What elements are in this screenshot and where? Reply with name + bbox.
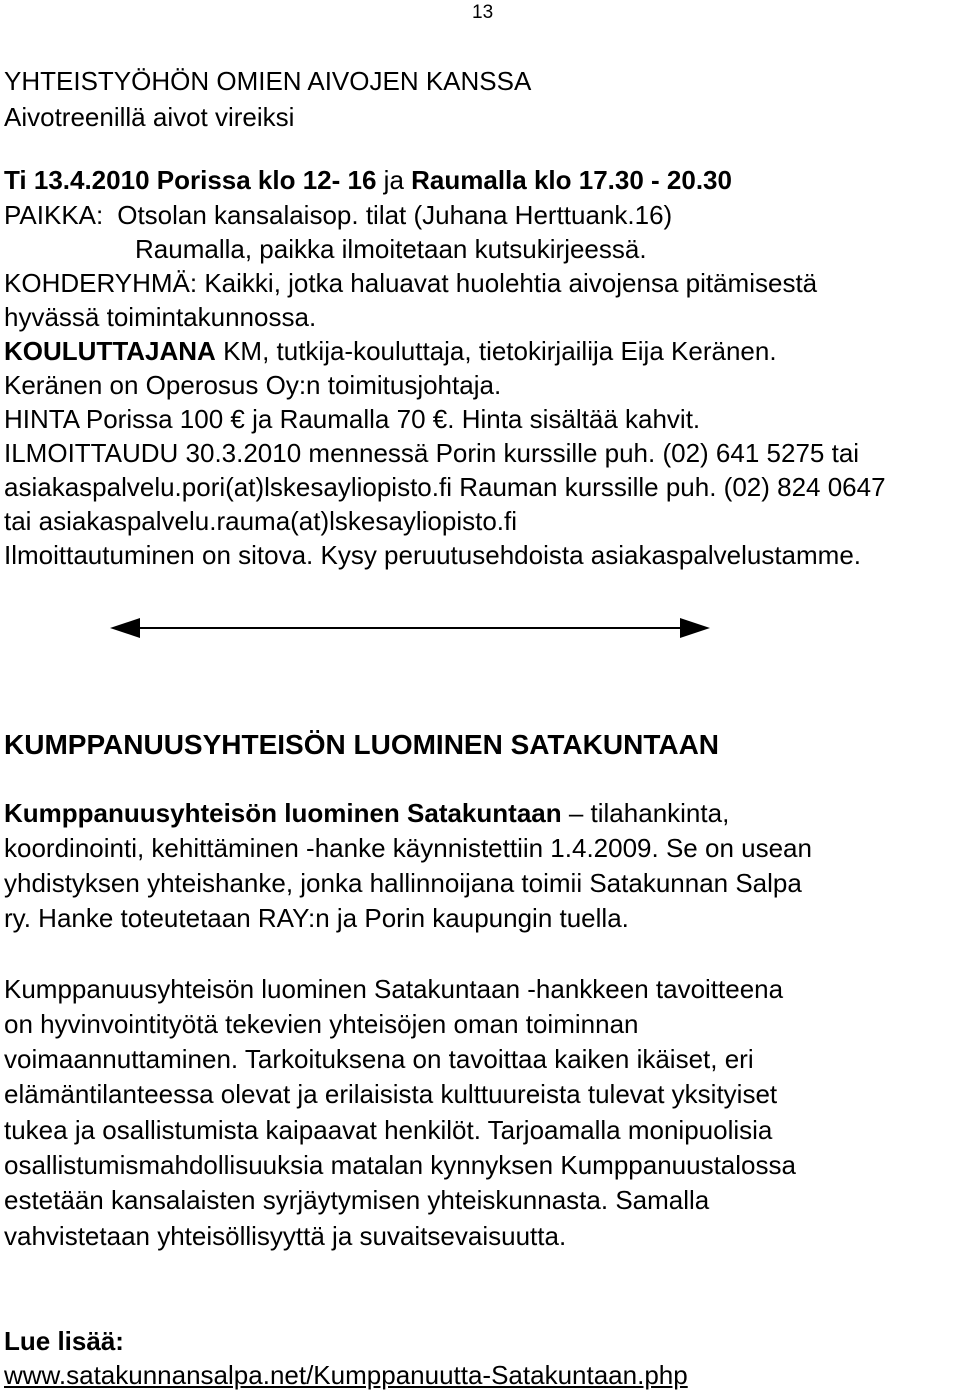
place-line bbox=[4, 198, 672, 232]
para2-line: voimaannuttaminen. Tarkoituksena on tavoittaa kaiken ikäiset, eri bbox=[4, 1044, 754, 1074]
price-porissa: HINTA Porissa 100 bbox=[4, 404, 224, 434]
date-raumalla: Raumalla klo 17.30 - 20.30 bbox=[411, 165, 732, 195]
euro-symbol: € bbox=[432, 404, 448, 434]
trainer-label: KOULUTTAJANA bbox=[4, 336, 216, 366]
place-value: Otsolan kansalaisop. tilat (Juhana Herttuank.16) bbox=[117, 200, 673, 230]
target-value: Kaikki, jotka haluavat huolehtia aivojensa pitämisestä bbox=[197, 268, 818, 298]
event-date-line bbox=[4, 163, 732, 197]
euro-symbol: € bbox=[230, 404, 245, 434]
trainer-line bbox=[4, 334, 777, 368]
read-more-label: Lue lisää: bbox=[4, 1326, 124, 1356]
event-subheading: Aivotreenillä aivot vireiksi bbox=[4, 102, 295, 132]
section-heading: KUMPPANUUSYHTEISÖN LUOMINEN SATAKUNTAAN bbox=[4, 729, 720, 760]
para1-line-2: koordinointi, kehittäminen -hanke käynnistettiin 1.4.2009. Se on usean bbox=[4, 833, 812, 863]
price-note: . Hinta sisältää kahvit. bbox=[447, 404, 701, 434]
page-number: 13 bbox=[472, 2, 494, 23]
date-connector: ja bbox=[376, 165, 412, 195]
target-line bbox=[4, 266, 817, 300]
signup-line-3: tai asiakaspalvelu.rauma(at)lskesayliopisto.fi bbox=[4, 506, 518, 536]
para2-line: vahvistetaan yhteisöllisyyttä ja suvaitsevaisuutta. bbox=[4, 1221, 567, 1251]
trainer-value-2: Keränen on Operosus Oy:n toimitusjohtaja. bbox=[4, 370, 502, 400]
para2-line: Kumppanuusyhteisön luominen Satakuntaan -hankkeen tavoitteena bbox=[4, 974, 784, 1004]
double-arrow-divider bbox=[110, 608, 710, 648]
trainer-value: KM, tutkija-kouluttaja, tietokirjailija Eija Keränen. bbox=[215, 336, 777, 366]
para2-line: estetään kansalaisten syrjäytymisen yhteiskunnasta. Samalla bbox=[4, 1185, 710, 1215]
para1-line-1-rest: – tilahankinta, bbox=[561, 798, 730, 828]
para2-line: tukea ja osallistumista kaipaavat henkilöt. Tarjoamalla monipuolisia bbox=[4, 1115, 773, 1145]
para1-bold-title: Kumppanuusyhteisön luominen Satakuntaan bbox=[4, 798, 562, 828]
para1-line-3: yhdistyksen yhteishanke, jonka hallinnoijana toimii Satakunnan Salpa bbox=[4, 868, 802, 898]
read-more-link[interactable]: www.satakunnansalpa.net/Kumppanuutta-Satakuntaan.php bbox=[4, 1360, 688, 1390]
para2-line: on hyvinvointityötä tekevien yhteisöjen oman toiminnan bbox=[4, 1009, 639, 1039]
para2-line: osallistumismahdollisuuksia matalan kynnyksen Kumppanuustalossa bbox=[4, 1150, 796, 1180]
para2-line: elämäntilanteessa olevat ja erilaisista kulttuureista tulevat yksityiset bbox=[4, 1079, 778, 1109]
target-label: KOHDERYHMÄ: bbox=[4, 268, 198, 298]
price-line bbox=[4, 402, 700, 436]
para1-line-4: ry. Hanke toteutetaan RAY:n ja Porin kaupungin tuella. bbox=[4, 903, 629, 933]
price-raumalla: ja Raumalla 70 bbox=[252, 404, 426, 434]
event-heading: YHTEISTYÖHÖN OMIEN AIVOJEN KANSSA bbox=[4, 66, 532, 96]
signup-line-2: asiakaspalvelu.pori(at)lskesayliopisto.fi Rauman kurssille puh. (02) 824 0647 bbox=[4, 472, 886, 502]
signup-line-4: Ilmoittautuminen on sitova. Kysy peruutusehdoista asiakaspalvelustamme. bbox=[4, 540, 861, 570]
para1-line-1 bbox=[4, 796, 729, 830]
date-porissa: Ti 13.4.2010 Porissa klo 12- 16 bbox=[4, 165, 377, 195]
place-label: PAIKKA: bbox=[4, 200, 104, 230]
place-value-2: Raumalla, paikka ilmoitetaan kutsukirjeessä. bbox=[135, 234, 647, 264]
target-value-2: hyvässä toimintakunnossa. bbox=[4, 302, 317, 332]
signup-line-1: ILMOITTAUDU 30.3.2010 mennessä Porin kurssille puh. (02) 641 5275 tai bbox=[4, 438, 860, 468]
